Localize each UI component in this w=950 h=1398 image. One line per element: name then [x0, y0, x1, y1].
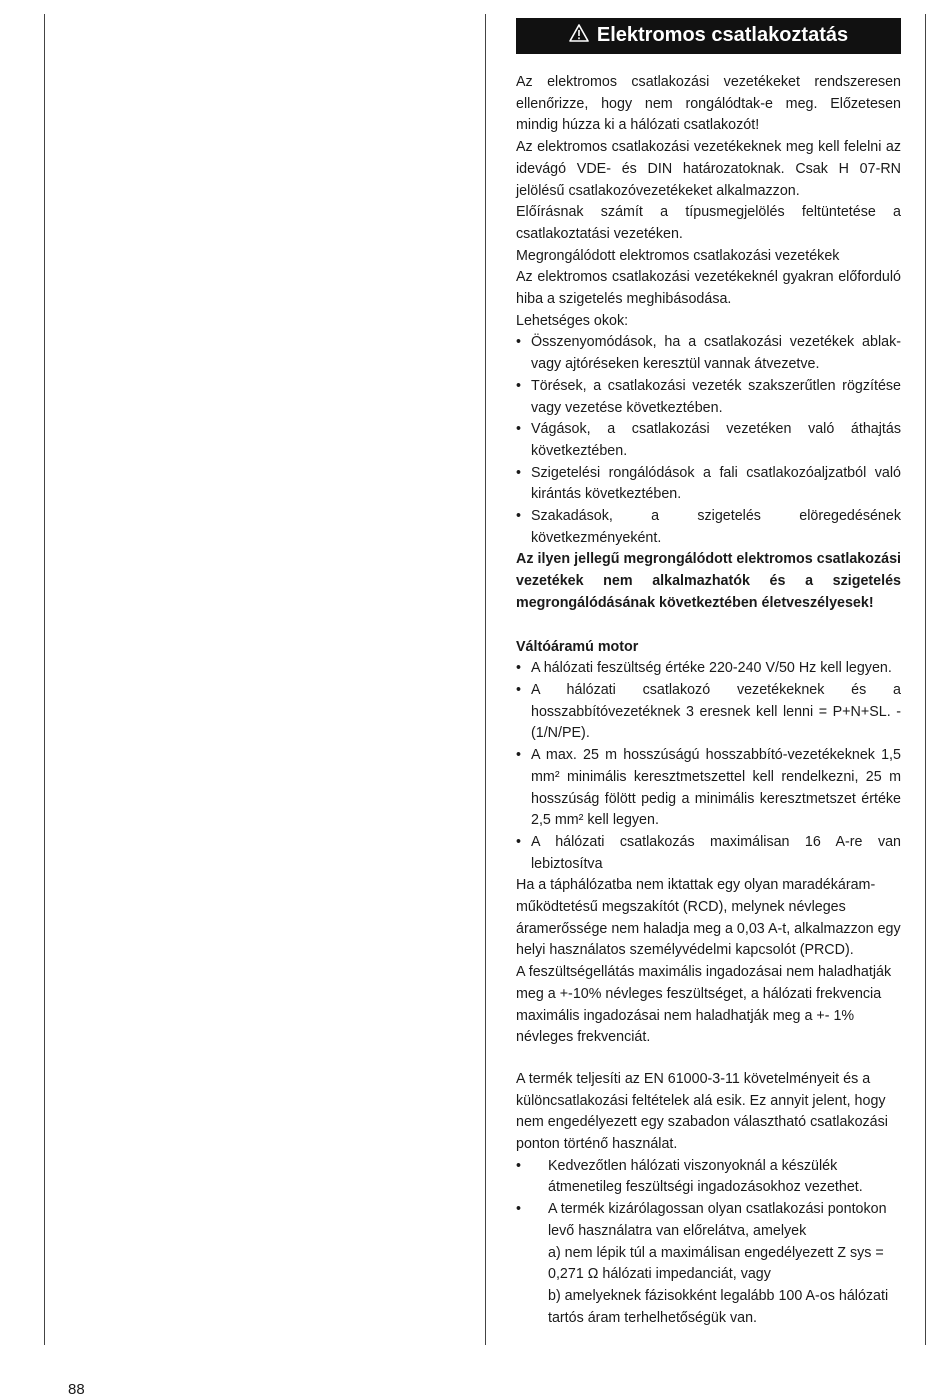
list-item: • Szakadások, a szigetelés elöregedésének következményeként.: [516, 506, 901, 549]
danger-warning: Az ilyen jellegű megrongálódott elektromos csatlakozási vezetékek nem alkalmazhatók és a szigetelés megrongálódásának következtében életveszélyesek!: [516, 551, 901, 611]
section-title: Elektromos csatlakoztatás: [596, 24, 849, 47]
intro-paragraph-2: Az elektromos csatlakozási vezetékeknek meg kell felelni az idevágó VDE- és DIN határozatoknak. Csak H 07-RN jelölésű csatlakozóvezetékeket alkalmazzon.: [516, 139, 901, 199]
list-item: • A max. 25 m hosszúságú hosszabbító-vezetékeknek 1,5 mm² minimális keresztmetszettel kell rendelkezni, 25 m hosszúság fölött pedig a minimális keresztmetszet értéke 2,5 mm² kell legyen.: [516, 745, 901, 832]
page-number: 88: [68, 1381, 85, 1398]
right-column: [516, 18, 901, 1329]
section-banner: [516, 18, 901, 54]
en-standard-list: [516, 1156, 901, 1330]
list-item: • Törések, a csatlakozási vezeték szakszerűtlen rögzítése vagy vezetése következtében.: [516, 376, 901, 419]
list-item: • A hálózati csatlakozó vezetékeknek és a hosszabbítóvezetéknek 3 eresnek kell lenni = P+N+SL. - (1/N/PE).: [516, 680, 901, 745]
rcd-paragraph: Ha a táphálózatba nem iktattak egy olyan maradékáram-működtetésű megszakítót (RCD), melynek névleges áramerőssége nem haladja meg a 0,03 A-t, alkalmazzon egy helyi használatos személyvédelmi kapcsolót (PRCD).: [516, 877, 901, 959]
list-item: • Szigetelési rongálódások a fali csatlakozóaljzatból való kirántás következtében.: [516, 463, 901, 506]
list-item: [516, 1199, 901, 1329]
motor-heading: Váltóáramú motor: [516, 638, 639, 655]
sub-item-b: b) amelyeknek fázisokként legalább 100 A-os hálózati tartós áram terhelhetőségük van.: [548, 1287, 889, 1326]
list-item: • Vágások, a csatlakozási vezetéken való áthajtás következtében.: [516, 419, 901, 462]
possible-causes-label: Lehetséges okok:: [516, 312, 629, 329]
middle-column-rule: [485, 14, 486, 1345]
list-item: • A hálózati csatlakozás maximálisan 16 A-re van lebiztosítva: [516, 832, 901, 875]
motor-list: [516, 658, 901, 875]
intro-paragraph-5: Az elektromos csatlakozási vezetékeknél gyakran előforduló hiba a szigetelés meghibásodása.: [516, 269, 901, 308]
intro-paragraph-1: Az elektromos csatlakozási vezetékeket rendszeresen ellenőrizze, hogy nem rongálódtak-e meg. Előzetesen mindig húzza ki a hálózati csatlakozót!: [516, 74, 901, 134]
tolerance-paragraph: A feszültségellátás maximális ingadozásai nem haladhatják meg a +-10% névleges feszültséget, a hálózati frekvencia maximális ingadozásai nem haladhatják meg a +- 1% névleges frekvenciát.: [516, 964, 892, 1046]
sub-item-a: a) nem lépik túl a maximálisan engedélyezett Z sys = 0,271 Ω hálózati impedanciát, vagy: [548, 1244, 884, 1283]
list-item: • Kedvezőtlen hálózati viszonyoknál a készülék átmenetileg feszültségi ingadozásokhoz vezethet.: [516, 1156, 901, 1199]
warning-triangle-icon: [569, 24, 597, 48]
list-item: • Összenyomódások, ha a csatlakozási vezetékek ablak- vagy ajtóréseken keresztül vannak átvezetve.: [516, 332, 901, 375]
list-item: • A hálózati feszültség értéke 220-240 V/50 Hz kell legyen.: [516, 658, 901, 680]
intro-paragraph-3: Előírásnak számít a típusmegjelölés feltüntetése a csatlakoztatási vezetéken.: [516, 204, 901, 242]
left-column-rule: [44, 14, 45, 1345]
en-standard-paragraph: A termék teljesíti az EN 61000-3-11 követelményeit és a különcsatlakozási feltételek alá esik. Ez annyit jelent, hogy nem engedélyezett egy szabadon választható csatlakozási ponton történő használat.: [516, 1070, 888, 1153]
right-column-rule: [925, 14, 926, 1345]
list-item-text: A termék kizárólagossan olyan csatlakozási pontokon levő használatra van előrelátva, amelyek: [548, 1201, 887, 1239]
damaged-cables-heading: Megrongálódott elektromos csatlakozási vezetékek: [516, 247, 840, 264]
causes-list: [516, 332, 901, 549]
